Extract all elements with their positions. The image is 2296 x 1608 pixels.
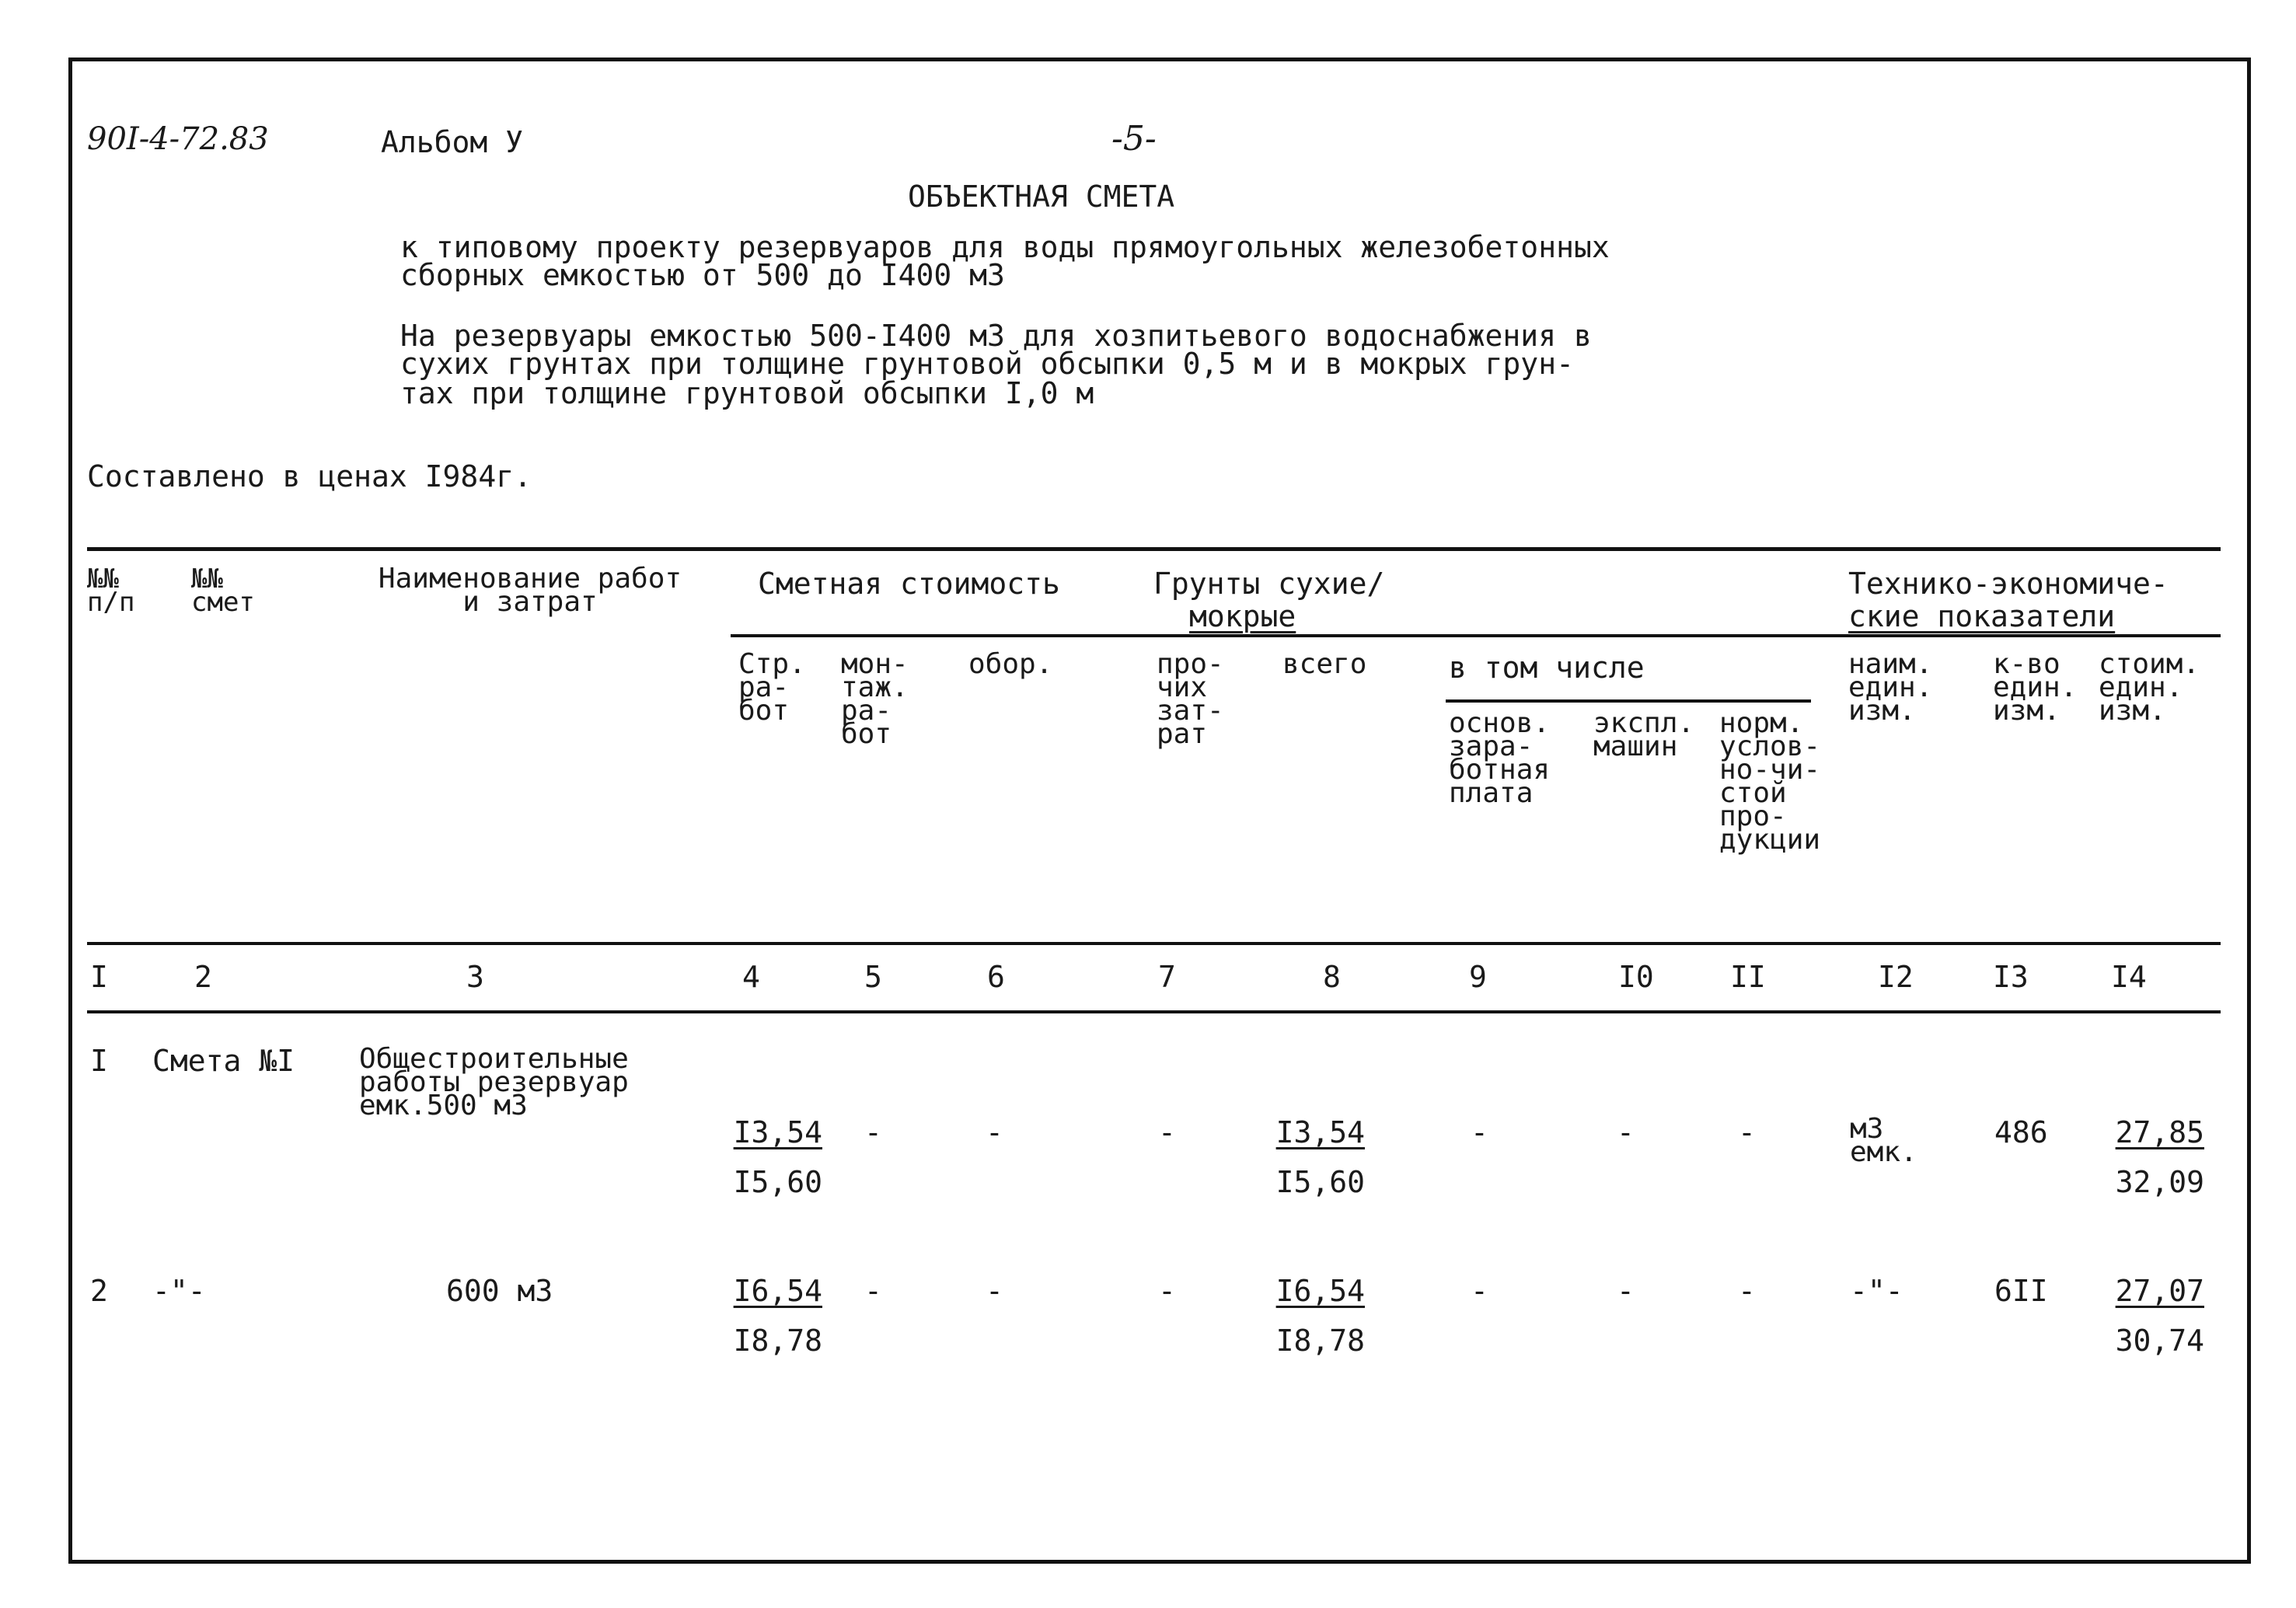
column-number: I xyxy=(90,960,108,994)
document-code: 90I-4-72.83 xyxy=(87,121,269,157)
column-number: 9 xyxy=(1469,960,1487,994)
row-unit-cost-dry: 27,07 xyxy=(2115,1274,2204,1308)
row-unit-quantity: 486 xyxy=(1994,1115,2048,1149)
description-line-2: сухих грунтах при толщине грунтовой обсыпки 0,5 м и в мокрых грун- xyxy=(400,347,1574,381)
header-row-number: №№ п/п xyxy=(87,563,135,618)
row-unit-name: -"- xyxy=(1850,1274,1903,1308)
row-total-dry: I3,54 xyxy=(1275,1115,1365,1149)
column-number: I3 xyxy=(1993,960,2029,994)
row-unit-cost-wet: 32,09 xyxy=(2115,1165,2204,1199)
row-construction-cost-wet: I5,60 xyxy=(733,1165,822,1199)
column-number: II xyxy=(1730,960,1766,994)
row-other-costs: - xyxy=(1158,1274,1176,1308)
row-total-wet: I5,60 xyxy=(1275,1165,1365,1199)
row-installation-cost: - xyxy=(864,1115,882,1149)
column-number: I0 xyxy=(1618,960,1654,994)
row-machine-operation: - xyxy=(1617,1274,1635,1308)
column-number: 8 xyxy=(1323,960,1341,994)
description-line-1: На резервуары емкостью 500-I400 м3 для хозпитьевого водоснабжения в xyxy=(400,319,1592,353)
row-unit-quantity: 6II xyxy=(1994,1274,2048,1308)
column-number: 5 xyxy=(864,960,882,994)
table-top-rule xyxy=(87,547,2221,551)
row-base-wage: - xyxy=(1471,1115,1488,1149)
row-unit-name: м3 емк. xyxy=(1850,1113,1917,1168)
header-normative-net-output: норм. услов- но-чи- стой про- дукции xyxy=(1719,707,1821,856)
header-work-name: Наименование работ и затрат xyxy=(378,563,682,618)
header-total: всего xyxy=(1282,648,1367,680)
prices-note: Составлено в ценах I984г. xyxy=(87,459,532,494)
page-number: -5- xyxy=(1111,119,1157,159)
row-base-wage: - xyxy=(1471,1274,1488,1308)
subtitle-line-2: сборных емкостью от 500 до I400 м3 xyxy=(400,258,1005,292)
header-group-rule xyxy=(731,634,2221,637)
row-work-name: 600 м3 xyxy=(446,1274,553,1308)
column-number: I4 xyxy=(2111,960,2147,994)
row-equipment-cost: - xyxy=(986,1274,1003,1308)
album-label: Альбом У xyxy=(381,125,524,159)
row-construction-cost-dry: I3,54 xyxy=(733,1115,822,1149)
row-machine-operation: - xyxy=(1617,1115,1635,1149)
header-unit-quantity: к-во един. изм. xyxy=(1993,648,2078,727)
header-machine-operation: экспл. машин xyxy=(1593,707,1695,762)
column-number: I2 xyxy=(1878,960,1914,994)
row-estimate: -"- xyxy=(152,1274,206,1308)
description-line-3: тах при толщине грунтовой обсыпки I,0 м xyxy=(400,376,1094,410)
header-group-tech-economic-a: Технико-экономиче- xyxy=(1848,567,2169,601)
header-unit-cost: стоим. един. изм. xyxy=(2099,648,2200,727)
header-unit-name: наим. един. изм. xyxy=(1848,648,1933,727)
column-number: 2 xyxy=(194,960,212,994)
header-bottom-rule xyxy=(87,942,2221,945)
row-unit-cost-dry: 27,85 xyxy=(2115,1115,2204,1149)
header-construction-works: Стр. ра- бот xyxy=(738,648,806,727)
row-total-dry: I6,54 xyxy=(1275,1274,1365,1308)
column-number: 4 xyxy=(742,960,760,994)
column-number: 7 xyxy=(1158,960,1176,994)
header-installation-works: мон- таж. ра- бот xyxy=(841,648,909,750)
row-normative-output: - xyxy=(1738,1274,1756,1308)
column-numbers-rule xyxy=(87,1010,2221,1013)
row-construction-cost-wet: I8,78 xyxy=(733,1324,822,1358)
row-number: I xyxy=(90,1044,108,1078)
column-number: 3 xyxy=(466,960,484,994)
page-frame xyxy=(68,58,2251,1564)
header-group-soil-dry: Грунты сухие/ xyxy=(1153,567,1385,601)
row-installation-cost: - xyxy=(864,1274,882,1308)
row-estimate: Смета №I xyxy=(152,1044,295,1078)
included-subgroup-rule xyxy=(1446,699,1811,703)
row-number: 2 xyxy=(90,1274,108,1308)
row-other-costs: - xyxy=(1158,1115,1176,1149)
row-normative-output: - xyxy=(1738,1115,1756,1149)
row-equipment-cost: - xyxy=(986,1115,1003,1149)
header-equipment: обор. xyxy=(968,648,1053,680)
row-total-wet: I8,78 xyxy=(1275,1324,1365,1358)
column-number: 6 xyxy=(987,960,1005,994)
row-work-name: Общестроительные работы резервуар емк.500 м3 xyxy=(359,1043,629,1121)
header-group-estimated-cost: Сметная стоимость xyxy=(758,567,1060,601)
subtitle-line-1: к типовому проекту резервуаров для воды прямоугольных железобетонных xyxy=(400,230,1610,264)
header-group-soil-wet: мокрые xyxy=(1189,599,1296,633)
row-unit-cost-wet: 30,74 xyxy=(2115,1324,2204,1358)
document-title: ОБЪЕКТНАЯ СМЕТА xyxy=(908,180,1175,214)
header-other-costs: про- чих зат- рат xyxy=(1157,648,1224,750)
row-construction-cost-dry: I6,54 xyxy=(733,1274,822,1308)
header-estimate-number: №№ смет xyxy=(191,563,255,618)
header-base-wage: основ. зара- ботная плата xyxy=(1449,707,1551,809)
header-group-tech-economic-b: ские показатели xyxy=(1848,599,2116,633)
header-included: в том числе xyxy=(1449,651,1645,685)
